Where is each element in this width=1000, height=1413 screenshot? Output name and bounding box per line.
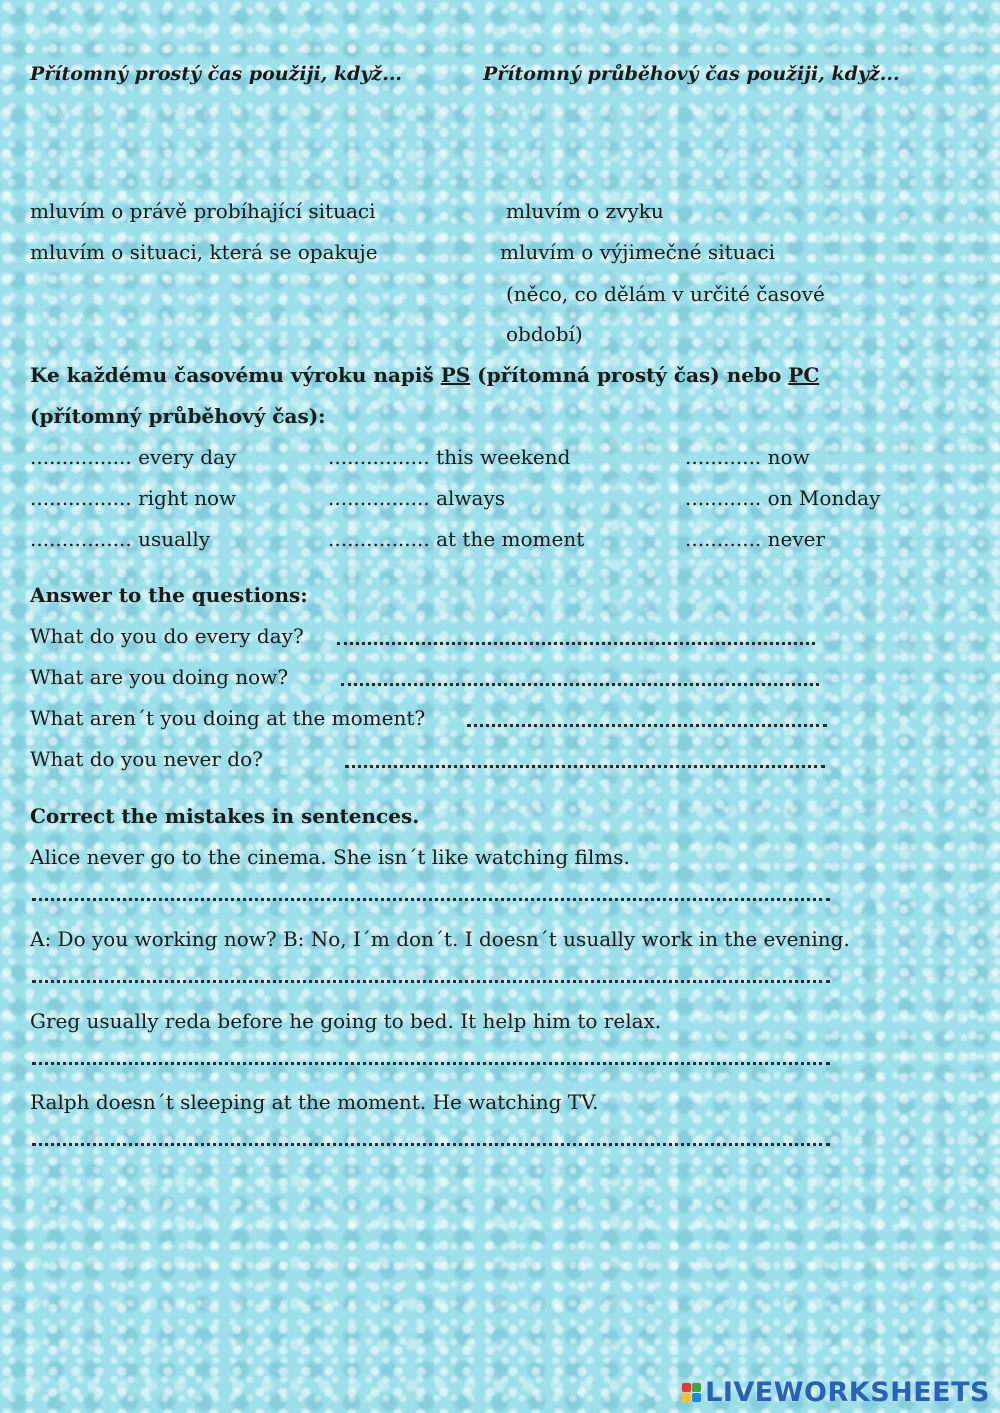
option-right-1[interactable]: mluvím o zvyku — [506, 199, 664, 223]
answer-blank[interactable]: ................ — [328, 486, 430, 510]
question-1: What do you do every day? — [30, 624, 304, 648]
option-right-4: období) — [506, 322, 583, 346]
time-expression: on Monday — [767, 486, 881, 510]
mistake-sentence-2: A: Do you working now? B: No, I´m don´t. I doesn´t usually work in the evening. — [30, 927, 850, 951]
answer-blank[interactable]: ................ — [328, 527, 430, 551]
time-expression: now — [767, 445, 810, 469]
answer-blank[interactable]: ............ — [685, 527, 762, 551]
liveworksheets-icon — [682, 1383, 701, 1402]
task1-instruction-line2: (přítomný průběhový čas): — [30, 404, 326, 428]
time-expression: always — [436, 486, 506, 510]
questions-title: Answer to the questions: — [30, 583, 308, 607]
answer-field-3[interactable] — [467, 720, 827, 727]
option-right-3: (něco, co dělám v určité časové — [506, 282, 825, 306]
option-left-1[interactable]: mluvím o právě probíhající situaci — [30, 199, 376, 223]
ps-abbrev: PS — [440, 363, 471, 387]
answer-field-2[interactable] — [341, 679, 819, 686]
time-item[interactable] — [328, 445, 570, 469]
task1-text-b: (přítomná prostý čas) nebo — [470, 363, 789, 387]
answer-blank[interactable]: ................ — [328, 445, 430, 469]
time-expression: never — [767, 527, 826, 551]
answer-field-4[interactable] — [345, 761, 825, 768]
option-left-2[interactable]: mluvím o situaci, která se opakuje — [30, 240, 378, 264]
continuous-tense-header: Přítomný průběhový čas použiji, když... — [483, 63, 900, 85]
task1-instruction — [30, 363, 819, 387]
mistake-sentence-1: Alice never go to the cinema. She isn´t like watching films. — [30, 845, 630, 869]
task1-text-a: Ke každému časovému výroku napiš — [30, 363, 441, 387]
time-item[interactable] — [30, 527, 210, 551]
question-3: What aren´t you doing at the moment? — [30, 706, 426, 730]
mistakes-title: Correct the mistakes in sentences. — [30, 804, 420, 828]
answer-blank[interactable]: ................ — [30, 445, 132, 469]
time-expression: this weekend — [436, 445, 571, 469]
answer-blank[interactable]: ............ — [685, 445, 762, 469]
time-expression: usually — [138, 527, 211, 551]
correction-field-2[interactable] — [32, 976, 830, 983]
time-expression: every day — [138, 445, 237, 469]
answer-blank[interactable]: ................ — [30, 486, 132, 510]
pc-abbrev: PC — [788, 363, 820, 387]
answer-blank[interactable]: ................ — [30, 527, 132, 551]
mistake-sentence-3: Greg usually reda before he going to bed. It help him to relax. — [30, 1009, 662, 1033]
option-right-2[interactable]: mluvím o výjimečné situaci — [500, 240, 776, 264]
correction-field-3[interactable] — [32, 1058, 830, 1065]
answer-field-1[interactable] — [337, 638, 815, 645]
time-expression: at the moment — [436, 527, 585, 551]
time-item[interactable] — [685, 486, 880, 510]
time-item[interactable] — [328, 486, 505, 510]
liveworksheets-wordmark: LIVEWORKSHEETS — [705, 1376, 990, 1408]
time-item[interactable] — [685, 527, 825, 551]
time-expression: right now — [138, 486, 237, 510]
simple-tense-header: Přítomný prostý čas použiji, když... — [30, 63, 403, 85]
time-item[interactable] — [328, 527, 584, 551]
time-item[interactable] — [685, 445, 810, 469]
correction-field-4[interactable] — [32, 1139, 830, 1146]
liveworksheets-logo — [682, 1377, 990, 1407]
question-2: What are you doing now? — [30, 665, 289, 689]
time-item[interactable] — [30, 445, 236, 469]
answer-blank[interactable]: ............ — [685, 486, 762, 510]
mistake-sentence-4: Ralph doesn´t sleeping at the moment. He watching TV. — [30, 1090, 599, 1114]
question-4: What do you never do? — [30, 747, 263, 771]
time-item[interactable] — [30, 486, 236, 510]
correction-field-1[interactable] — [32, 894, 830, 901]
